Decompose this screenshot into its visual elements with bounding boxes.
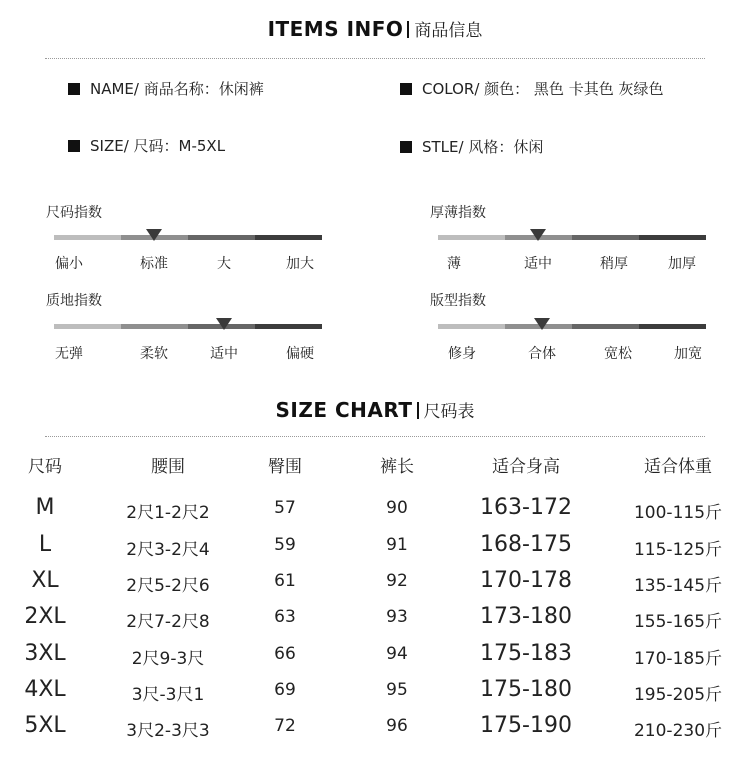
index-label: 质地指数 (46, 293, 102, 309)
table-header-cell: 尺码 (28, 457, 62, 477)
index-label: 厚薄指数 (430, 205, 486, 221)
table-cell: 2尺9-3尺 (131, 649, 205, 669)
index-tick-label: 加宽 (674, 346, 702, 362)
table-header-cell: 适合体重 (644, 457, 712, 477)
index-tick-label: 无弹 (55, 346, 83, 362)
title-divider (417, 402, 419, 419)
index-tick-label: 加大 (286, 256, 314, 272)
items-info-title (0, 16, 750, 41)
table-cell: 155-165斤 (633, 612, 723, 632)
table-cell: 3XL (24, 641, 66, 666)
index-scale-bar (438, 235, 706, 240)
items-info-title-en: ITEMS INFO (267, 17, 404, 41)
info-style (400, 136, 543, 157)
info-name (68, 78, 264, 99)
scale-segment (572, 235, 639, 240)
table-cell: 175-180 (480, 677, 572, 702)
table-cell: 57 (274, 498, 296, 518)
table-cell: 63 (274, 607, 296, 627)
table-cell: XL (31, 568, 59, 593)
scale-segment (121, 324, 188, 329)
table-cell: 5XL (24, 713, 66, 738)
index-tick-label: 适中 (524, 256, 552, 272)
index-tick-label: 大 (217, 256, 231, 272)
table-cell: 210-230斤 (633, 721, 723, 741)
table-cell: 170-178 (480, 568, 572, 593)
table-cell: 100-115斤 (633, 503, 723, 523)
square-bullet-icon (400, 141, 412, 153)
info-name-text: NAME/ 商品名称：休闲裤 (90, 80, 264, 98)
scale-segment (438, 324, 505, 329)
dotted-divider (45, 58, 705, 59)
scale-segment (639, 235, 706, 240)
table-cell: 175-183 (480, 641, 572, 666)
index-scale-bar (54, 324, 322, 329)
table-cell: 175-190 (480, 713, 572, 738)
table-cell: 4XL (24, 677, 66, 702)
size-chart-title (0, 397, 750, 422)
table-header-cell: 适合身高 (492, 457, 560, 477)
index-tick-label: 偏小 (55, 256, 83, 272)
index-tick-label: 标准 (140, 256, 168, 272)
table-cell: 95 (386, 680, 408, 700)
size-chart-title-en: SIZE CHART (275, 398, 413, 422)
table-cell: 93 (386, 607, 408, 627)
title-divider (407, 21, 409, 38)
table-cell: 135-145斤 (633, 576, 723, 596)
table-cell: 173-180 (480, 604, 572, 629)
scale-segment (255, 324, 322, 329)
info-color (400, 78, 663, 99)
info-color-text: COLOR/ 颜色： 黑色 卡其色 灰绿色 (422, 80, 664, 98)
table-cell: 66 (274, 644, 296, 664)
table-cell: 92 (386, 571, 408, 591)
table-cell: 96 (386, 716, 408, 736)
scale-segment (188, 235, 255, 240)
table-cell: 2尺5-2尺6 (126, 576, 210, 596)
table-header-cell: 裤长 (380, 457, 414, 477)
triangle-marker-icon (534, 318, 550, 330)
items-info-title-cn: 商品信息 (414, 21, 483, 41)
scale-segment (572, 324, 639, 329)
index-label: 尺码指数 (46, 205, 102, 221)
table-cell: L (38, 532, 52, 557)
square-bullet-icon (68, 140, 80, 152)
index-scale-bar (438, 324, 706, 329)
square-bullet-icon (68, 83, 80, 95)
table-cell: 69 (274, 680, 296, 700)
table-cell: 2XL (24, 604, 66, 629)
index-tick-label: 稍厚 (600, 256, 628, 272)
triangle-marker-icon (146, 229, 162, 241)
scale-segment (54, 235, 121, 240)
table-cell: 2尺3-2尺4 (126, 540, 210, 560)
scale-segment (255, 235, 322, 240)
table-cell: 94 (386, 644, 408, 664)
table-cell: 115-125斤 (633, 540, 723, 560)
index-scale-bar (54, 235, 322, 240)
size-chart-title-cn: 尺码表 (423, 402, 475, 422)
table-header-cell: 腰围 (151, 457, 185, 477)
index-tick-label: 薄 (447, 256, 461, 272)
table-cell: 3尺2-3尺3 (126, 721, 210, 741)
table-cell: 195-205斤 (633, 685, 723, 705)
table-cell: 170-185斤 (633, 649, 723, 669)
triangle-marker-icon (530, 229, 546, 241)
index-tick-label: 合体 (528, 346, 556, 362)
table-cell: 59 (274, 535, 296, 555)
table-cell: 91 (386, 535, 408, 555)
table-cell: 3尺-3尺1 (131, 685, 205, 705)
table-cell: 61 (274, 571, 296, 591)
index-label: 版型指数 (430, 293, 486, 309)
dotted-divider (45, 436, 705, 437)
scale-segment (54, 324, 121, 329)
table-cell: 2尺1-2尺2 (126, 503, 210, 523)
index-tick-label: 宽松 (604, 346, 632, 362)
scale-segment (438, 235, 505, 240)
index-tick-label: 修身 (448, 346, 476, 362)
table-cell: 163-172 (480, 495, 572, 520)
scale-segment (639, 324, 706, 329)
table-cell: 168-175 (480, 532, 572, 557)
info-style-text: STLE/ 风格：休闲 (422, 138, 544, 156)
index-tick-label: 适中 (210, 346, 238, 362)
table-cell: 72 (274, 716, 296, 736)
info-size (68, 135, 225, 156)
table-cell: 90 (386, 498, 408, 518)
index-tick-label: 加厚 (668, 256, 696, 272)
table-header-cell: 臀围 (268, 457, 302, 477)
table-cell: M (35, 495, 55, 520)
square-bullet-icon (400, 83, 412, 95)
table-cell: 2尺7-2尺8 (126, 612, 210, 632)
index-tick-label: 柔软 (140, 346, 168, 362)
index-tick-label: 偏硬 (286, 346, 314, 362)
triangle-marker-icon (216, 318, 232, 330)
info-size-text: SIZE/ 尺码：M-5XL (90, 137, 226, 155)
